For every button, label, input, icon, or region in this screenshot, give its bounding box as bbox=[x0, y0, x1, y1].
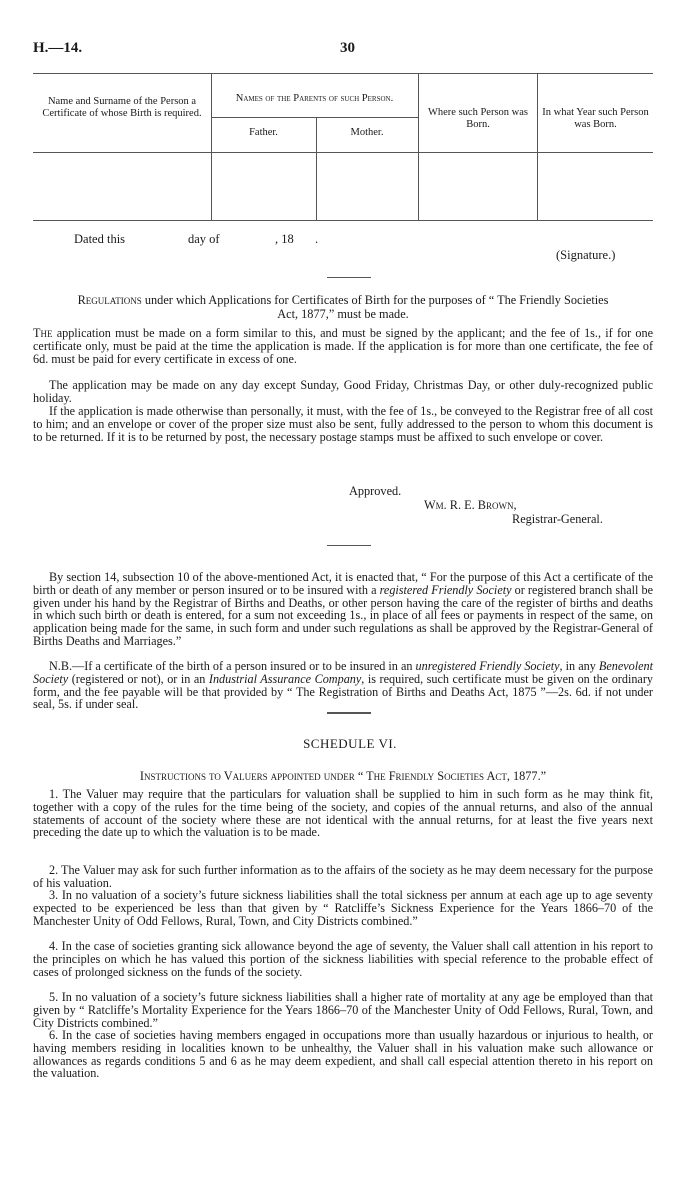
column-header-mother: Mother. bbox=[350, 127, 384, 138]
year-label: , 18 bbox=[275, 232, 294, 246]
section-14-paragraph: By section 14, subsection 10 of the above-mentioned Act, it is enacted that, “ For the purpose of this Act a certificate of the birth or death of any member or person insured or to be insured with a registered Friendly Society or registered branch shall be given under his hand by the Registrar of Births and Deaths, or other person having the care of the register of births and deaths in which such birth or death is entered, for a sum not exceeding 1s., in place of all fees or payments in respect of the same, on application being made for the same, in such form and under such regulations as shall be approved by the Registrar-General of Births Deaths and Marriages.” bbox=[33, 570, 653, 648]
dated-this-label: Dated this bbox=[74, 232, 126, 246]
schedule-item-6: 6. In the case of societies having members engaged in occupations more than usually hazardous or injurious to health, or having members residing in localities known to be unhealthy, the Valuer shall in his valuation make such allowance or allowances as regards conditions 5 and 6 as he may deem expedient, and shall call especial attention thereto in his report on the valuation. bbox=[33, 1028, 653, 1081]
schedule-item-2: 2. The Valuer may ask for such further information as to the affairs of the society as he may deem necessary for the purpose of his valuation. bbox=[33, 863, 653, 890]
day-of-label: day of bbox=[188, 232, 220, 246]
signatory-title: Registrar-General. bbox=[512, 512, 603, 526]
column-header-year-born: In what Year such Person was Born. bbox=[542, 107, 649, 130]
regulations-paragraph-2: The application may be made on any day except Sunday, Good Friday, Christmas Day, or other duly-recognized public holiday. bbox=[33, 378, 653, 405]
dated-dot: . bbox=[315, 232, 319, 246]
divider-rule bbox=[327, 545, 371, 546]
schedule-item-1: 1. The Valuer may require that the particulars for valuation shall be supplied to him in such form as he may think fit, together with a copy of the rules for the time being of the society, and copies of the annual returns, and also of the annual statements of account of the society where these are not identical with the annual returns, for at least the five years next preceding the date up to which the valuation is to be made. bbox=[33, 787, 653, 840]
signatory-name: Wm. R. E. Brown, bbox=[424, 498, 517, 512]
column-header-where-born: Where such Person was Born. bbox=[427, 107, 528, 130]
regulations-heading: Regulations under which Applications for Certificates of Birth for the purposes of “ The Friendly Societies Act, 1877,” must be made. bbox=[77, 293, 609, 321]
regulations-paragraph-1: The application must be made on a form similar to this, and must be signed by the applicant; and the fee of 1s., if for one certificate only, must be paid at the time the application is made. If the application is for more than one certificate, the fee of 6d. must be paid for every certificate in excess of one. bbox=[33, 326, 653, 366]
nb-paragraph: N.B.—If a certificate of the birth of a person insured or to be insured in an unregistered Friendly Society, in any Benevolent Society (registered or not), or in an Industrial Assurance Company, is required, such certificate must be given on the ordinary form, and the fee payable will be that provided by “ The Registration of Births and Deaths Act, 1875 ”—2s. 6d. if not under seal, 5s. if under seal. bbox=[33, 659, 654, 712]
schedule-heading: Instructions to Valuers appointed under “ The Friendly Societies Act, 1877.” bbox=[139, 769, 547, 783]
page-reference: H.—14. bbox=[33, 40, 83, 56]
signature-label: (Signature.) bbox=[556, 248, 616, 262]
divider-rule bbox=[327, 712, 371, 714]
column-header-name: Name and Surname of the Person a Certificate of whose Birth is required. bbox=[42, 96, 202, 119]
page-number: 30 bbox=[340, 40, 355, 56]
schedule-title: SCHEDULE VI. bbox=[303, 736, 397, 751]
schedule-item-4: 4. In the case of societies granting sick allowance beyond the age of seventy, the Valuer shall call attention in his report to the principles on which he has valued this portion of the sickness liabilities with special reference to the probable effect of cases of prolonged sickness on the funds of the society. bbox=[33, 939, 653, 979]
schedule-item-3: 3. In no valuation of a society’s future sickness liabilities shall the total sickness per annum at each age up to age seventy expected to be experienced be less than that given by “ Ratcliffe’s Sickness Experience for the Years 1866–70 of the Manchester Unity of Odd Fellows, Rural, Town, and City Districts combined.” bbox=[33, 888, 653, 928]
certificate-form-table bbox=[33, 74, 653, 220]
column-header-parents: Names of the Parents of such Person. bbox=[235, 93, 394, 104]
column-header-father: Father. bbox=[249, 127, 278, 138]
divider-rule bbox=[327, 277, 371, 278]
approved-label: Approved. bbox=[349, 484, 402, 498]
regulations-paragraph-3: If the application is made otherwise than personally, it must, with the fee of 1s., be conveyed to the Registrar free of all cost to him; and an envelope or cover of the proper size must also be sent, fully addressed to the person to whom this document is to be returned. If it is to be returned by post, the necessary postage stamps must be affixed to such envelope or cover. bbox=[33, 404, 653, 444]
schedule-item-5: 5. In no valuation of a society’s future sickness liabilities shall a higher rate of mortality at any age be employed than that given by “ Ratcliffe’s Mortality Experience for the Years 1866–70 of the Manchester Unity of Odd Fellows, Rural, Town, and City Districts combined.” bbox=[33, 990, 653, 1030]
